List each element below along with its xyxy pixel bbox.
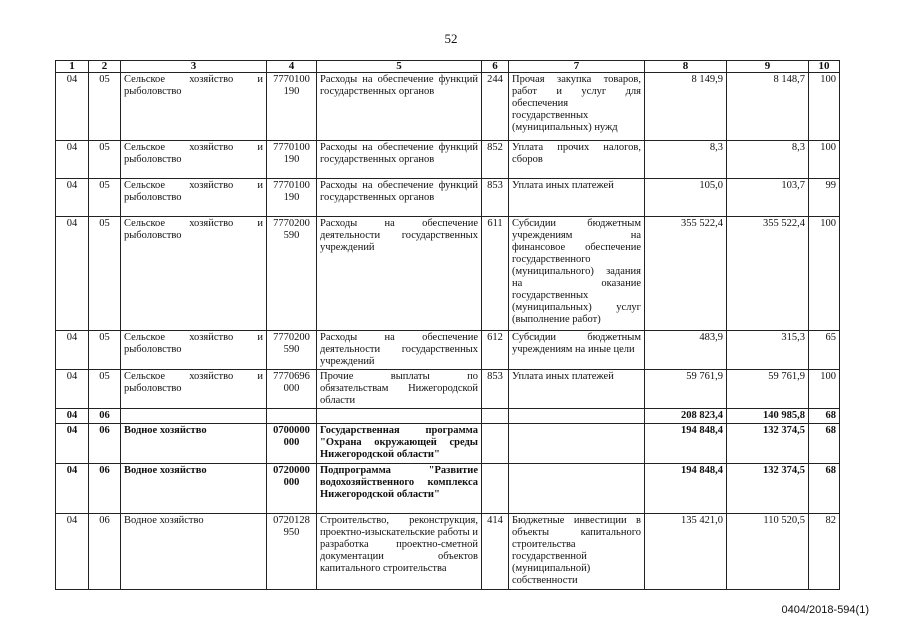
approved-amount-cell: 483,9 xyxy=(645,331,727,370)
executed-amount-cell: 8,3 xyxy=(727,141,809,179)
document-code: 0404/2018-594(1) xyxy=(781,604,869,616)
execution-percent-cell: 68 xyxy=(809,424,840,464)
section-name-cell: Сельское хозяйство и рыболовство xyxy=(121,217,267,331)
header-cell: 4 xyxy=(267,61,317,73)
execution-percent-cell: 100 xyxy=(809,73,840,141)
target-code-cell: 0720000 000 xyxy=(267,464,317,514)
target-code-cell: 0720128 950 xyxy=(267,514,317,590)
table-row xyxy=(56,141,840,179)
subsection-code-cell: 06 xyxy=(89,424,121,464)
expense-name-cell: Прочая закупка товаров, работ и услуг для обеспечения государственных (муниципальных) нужд xyxy=(509,73,645,141)
target-name-cell: Подпрограмма "Развитие водохозяйственного комплекса Нижегородской области" xyxy=(317,464,482,514)
section-name-cell xyxy=(121,409,267,424)
section-name-cell: Сельское хозяйство и рыболовство xyxy=(121,370,267,409)
page-number: 52 xyxy=(444,31,458,46)
approved-amount-cell: 355 522,4 xyxy=(645,217,727,331)
section-code-cell: 04 xyxy=(56,141,89,179)
target-name-cell: Государственная программа "Охрана окружающей среды Нижегородской области" xyxy=(317,424,482,464)
execution-percent-cell: 65 xyxy=(809,331,840,370)
section-name-cell: Сельское хозяйство и рыболовство xyxy=(121,179,267,217)
target-name-cell: Прочие выплаты по обязательствам Нижегородской области xyxy=(317,370,482,409)
header-cell: 1 xyxy=(56,61,89,73)
expense-type-cell: 853 xyxy=(482,370,509,409)
executed-amount-cell: 132 374,5 xyxy=(727,464,809,514)
target-code-cell: 7770100 190 xyxy=(267,179,317,217)
executed-amount-cell: 140 985,8 xyxy=(727,409,809,424)
target-code-cell: 7770100 190 xyxy=(267,73,317,141)
section-name-cell: Сельское хозяйство и рыболовство xyxy=(121,331,267,370)
approved-amount-cell: 59 761,9 xyxy=(645,370,727,409)
execution-percent-cell: 68 xyxy=(809,409,840,424)
expense-name-cell xyxy=(509,409,645,424)
header-cell: 10 xyxy=(809,61,840,73)
approved-amount-cell: 135 421,0 xyxy=(645,514,727,590)
header-cell: 7 xyxy=(509,61,645,73)
subsection-code-cell: 05 xyxy=(89,179,121,217)
header-cell: 8 xyxy=(645,61,727,73)
expense-type-cell xyxy=(482,424,509,464)
expense-name-cell: Бюджетные инвестиции в объекты капитального строительства государственной (муниципальной) собственности xyxy=(509,514,645,590)
approved-amount-cell: 8 149,9 xyxy=(645,73,727,141)
expense-name-cell: Уплата иных платежей xyxy=(509,370,645,409)
approved-amount-cell: 194 848,4 xyxy=(645,424,727,464)
target-name-cell: Строительство, реконструкция, проектно-изыскательские работы и разработка проектно-сметной документации объектов капитального строительства xyxy=(317,514,482,590)
approved-amount-cell: 8,3 xyxy=(645,141,727,179)
target-code-cell: 7770200 590 xyxy=(267,217,317,331)
approved-amount-cell: 194 848,4 xyxy=(645,464,727,514)
executed-amount-cell: 59 761,9 xyxy=(727,370,809,409)
executed-amount-cell: 110 520,5 xyxy=(727,514,809,590)
table-row xyxy=(56,370,840,409)
subsection-code-cell: 05 xyxy=(89,141,121,179)
section-code-cell: 04 xyxy=(56,179,89,217)
target-name-cell: Расходы на обеспечение функций государственных органов xyxy=(317,141,482,179)
table-row xyxy=(56,409,840,424)
target-code-cell: 7770696 000 xyxy=(267,370,317,409)
expense-type-cell: 852 xyxy=(482,141,509,179)
target-name-cell xyxy=(317,409,482,424)
expense-type-cell: 414 xyxy=(482,514,509,590)
expense-name-cell xyxy=(509,464,645,514)
executed-amount-cell: 8 148,7 xyxy=(727,73,809,141)
target-name-cell: Расходы на обеспечение деятельности государственных учреждений xyxy=(317,331,482,370)
subsection-code-cell: 05 xyxy=(89,217,121,331)
header-cell: 3 xyxy=(121,61,267,73)
table-row xyxy=(56,514,840,590)
expense-name-cell: Субсидии бюджетным учреждениям на иные цели xyxy=(509,331,645,370)
expense-type-cell: 853 xyxy=(482,179,509,217)
table-row xyxy=(56,179,840,217)
execution-percent-cell: 82 xyxy=(809,514,840,590)
target-name-cell: Расходы на обеспечение деятельности государственных учреждений xyxy=(317,217,482,331)
section-code-cell: 04 xyxy=(56,217,89,331)
section-code-cell: 04 xyxy=(56,464,89,514)
execution-percent-cell: 99 xyxy=(809,179,840,217)
section-code-cell: 04 xyxy=(56,331,89,370)
expense-name-cell: Уплата прочих налогов, сборов xyxy=(509,141,645,179)
expense-type-cell: 244 xyxy=(482,73,509,141)
header-row xyxy=(56,61,840,73)
expense-type-cell: 612 xyxy=(482,331,509,370)
expense-type-cell xyxy=(482,464,509,514)
expense-type-cell xyxy=(482,409,509,424)
target-code-cell: 7770100 190 xyxy=(267,141,317,179)
section-name-cell: Сельское хозяйство и рыболовство xyxy=(121,141,267,179)
section-code-cell: 04 xyxy=(56,73,89,141)
budget-table xyxy=(55,60,840,590)
header-cell: 6 xyxy=(482,61,509,73)
expense-name-cell: Уплата иных платежей xyxy=(509,179,645,217)
section-name-cell: Водное хозяйство xyxy=(121,424,267,464)
target-name-cell: Расходы на обеспечение функций государственных органов xyxy=(317,179,482,217)
subsection-code-cell: 06 xyxy=(89,409,121,424)
section-name-cell: Сельское хозяйство и рыболовство xyxy=(121,73,267,141)
section-name-cell: Водное хозяйство xyxy=(121,514,267,590)
approved-amount-cell: 208 823,4 xyxy=(645,409,727,424)
table-row xyxy=(56,331,840,370)
execution-percent-cell: 100 xyxy=(809,141,840,179)
expense-name-cell: Субсидии бюджетным учреждениям на финансовое обеспечение государственного (муниципального) задания на оказание государственных (муниципальных) услуг (выполнение работ) xyxy=(509,217,645,331)
table-row xyxy=(56,73,840,141)
executed-amount-cell: 315,3 xyxy=(727,331,809,370)
section-code-cell: 04 xyxy=(56,514,89,590)
subsection-code-cell: 05 xyxy=(89,73,121,141)
subsection-code-cell: 06 xyxy=(89,464,121,514)
approved-amount-cell: 105,0 xyxy=(645,179,727,217)
table-row xyxy=(56,424,840,464)
executed-amount-cell: 103,7 xyxy=(727,179,809,217)
target-code-cell: 7770200 590 xyxy=(267,331,317,370)
header-cell: 9 xyxy=(727,61,809,73)
subsection-code-cell: 05 xyxy=(89,331,121,370)
table-row xyxy=(56,464,840,514)
target-code-cell: 0700000 000 xyxy=(267,424,317,464)
executed-amount-cell: 355 522,4 xyxy=(727,217,809,331)
section-name-cell: Водное хозяйство xyxy=(121,464,267,514)
section-code-cell: 04 xyxy=(56,409,89,424)
target-name-cell: Расходы на обеспечение функций государственных органов xyxy=(317,73,482,141)
table-row xyxy=(56,217,840,331)
execution-percent-cell: 100 xyxy=(809,217,840,331)
expense-type-cell: 611 xyxy=(482,217,509,331)
header-cell: 5 xyxy=(317,61,482,73)
execution-percent-cell: 100 xyxy=(809,370,840,409)
expense-name-cell xyxy=(509,424,645,464)
section-code-cell: 04 xyxy=(56,424,89,464)
header-cell: 2 xyxy=(89,61,121,73)
target-code-cell xyxy=(267,409,317,424)
subsection-code-cell: 05 xyxy=(89,370,121,409)
execution-percent-cell: 68 xyxy=(809,464,840,514)
subsection-code-cell: 06 xyxy=(89,514,121,590)
executed-amount-cell: 132 374,5 xyxy=(727,424,809,464)
section-code-cell: 04 xyxy=(56,370,89,409)
